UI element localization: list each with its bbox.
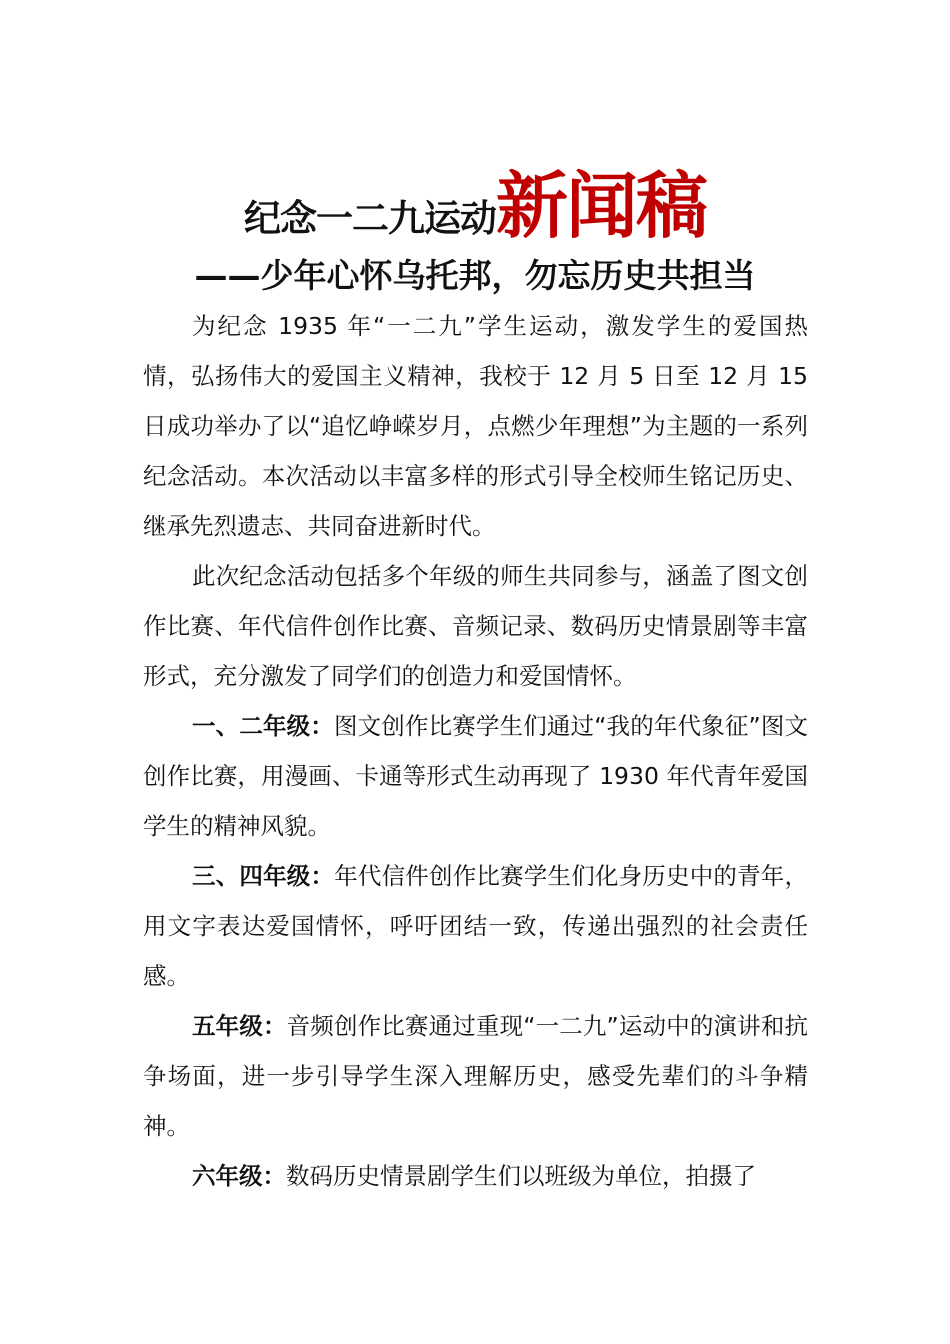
title-main-text: 纪念一二九运动 [243,197,496,240]
paragraph-lead: 五年级： [192,1012,287,1040]
paragraph-text: 年代信件创作比赛学生们化身历史中的青年，用文字表达爱国情怀，呼吁团结一致，传递出强烈的社会责任感。 [143,862,809,990]
paragraph-grade-5 [143,1001,808,1151]
paragraph-grade-1-2 [143,701,808,851]
paragraph-lead: 一、二年级： [192,712,334,740]
paragraph-text: 为纪念 1935 年“一二九”学生运动，激发学生的爱国热情，弘扬伟大的爱国主义精神，我校于 12 月 5 日至 12 月 15 日成功举办了以“追忆峥嵘岁月，点燃少年理想”为主题的一系列纪念活动。本次活动以丰富多样的形式引导全校师生铭记历史、继承先烈遗志、共同奋进新时代。 [143,312,808,540]
paragraph-lead: 六年级： [192,1162,286,1190]
paragraph-text: 音频创作比赛通过重现“一二九”运动中的演讲和抗争场面，进一步引导学生深入理解历史，感受先辈们的斗争精神。 [143,1012,808,1140]
paragraph-grade-3-4 [143,851,808,1001]
paragraph-overview [143,551,808,701]
page-title [0,148,950,252]
paragraph-lead: 三、四年级： [192,862,335,890]
paragraph-intro [143,301,808,551]
paragraph-grade-6 [143,1151,808,1201]
page-subtitle: ——少年心怀乌托邦，勿忘历史共担当 [194,256,756,295]
paragraph-text: 数码历史情景剧学生们以班级为单位，拍摄了 [286,1162,756,1190]
title-accent-text: 新闻稿 [495,164,706,248]
paragraph-text: 图文创作比赛学生们通过“我的年代象征”图文创作比赛，用漫画、卡通等形式生动再现了 1930 年代青年爱国学生的精神风貌。 [143,712,809,840]
article-body [143,301,808,1201]
paragraph-text: 此次纪念活动包括多个年级的师生共同参与，涵盖了图文创作比赛、年代信件创作比赛、音频记录、数码历史情景剧等丰富形式，充分激发了同学们的创造力和爱国情怀。 [143,562,808,690]
